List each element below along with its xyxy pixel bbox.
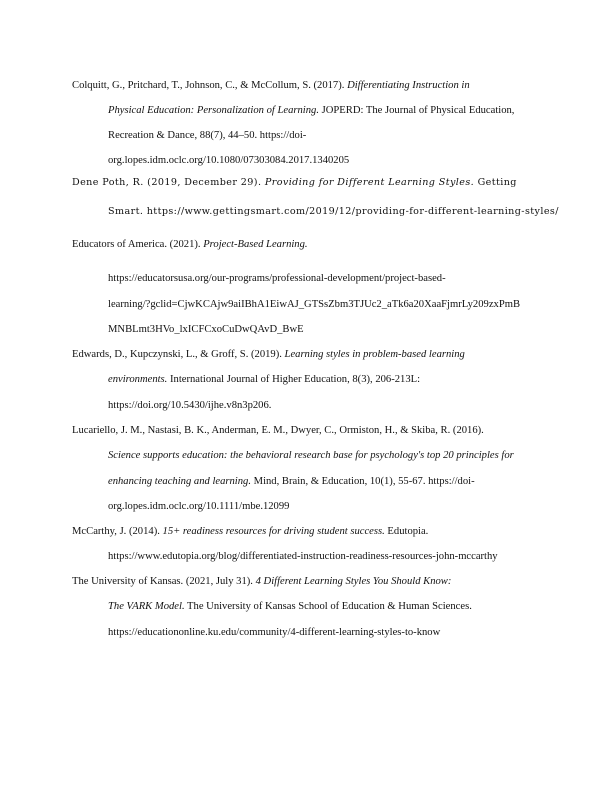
reference-line: org.lopes.idm.oclc.org/10.1080/07303084.2017.1340205 (108, 155, 350, 166)
reference-line: The VARK Model. The University of Kansas School of Education & Human Sciences. (108, 601, 472, 612)
reference-line: org.lopes.idm.oclc.org/10.1111/mbe.12099 (108, 501, 290, 512)
reference-line: https://educatorsusa.org/our-programs/professional-development/project-based- (108, 273, 446, 284)
reference-line: The University of Kansas. (2021, July 31). 4 Different Learning Styles You Should Know: (72, 576, 452, 587)
reference-line: enhancing teaching and learning. Mind, Brain, & Education, 10(1), 55-67. https://doi- (108, 476, 475, 487)
reference-line: https://www.edutopia.org/blog/differentiated-instruction-readiness-resources-john-mccarthy (108, 551, 498, 562)
reference-line: Recreation & Dance, 88(7), 44–50. https://doi- (108, 130, 307, 141)
reference-line: https://educationonline.ku.edu/community/4-different-learning-styles-to-know (108, 627, 441, 638)
reference-line: Educators of America. (2021). Project-Based Learning. (72, 239, 308, 250)
reference-line: Physical Education: Personalization of Learning. JOPERD: The Journal of Physical Education, (108, 105, 515, 116)
reference-line: MNBLmt3HVo_lxICFCxoCuDwQAvD_BwE (108, 324, 304, 335)
reference-line: learning/?gclid=CjwKCAjw9aiIBhA1EiwAJ_GTSsZbm3TJUc2_aTk6a20XaaFjmrLy209zxPmB (108, 299, 521, 310)
reference-line: Colquitt, G., Pritchard, T., Johnson, C., & McCollum, S. (2017). Differentiating Instruction in (72, 80, 470, 91)
reference-line: Edwards, D., Kupczynski, L., & Groff, S. (2019). Learning styles in problem-based learning (72, 349, 465, 360)
reference-line: environments. International Journal of Higher Education, 8(3), 206-213L: (108, 374, 421, 385)
reference-line: Science supports education: the behavioral research base for psychology's top 20 principles for (108, 450, 514, 461)
reference-line: Smart. https://www.gettingsmart.com/2019/12/providing-for-different-learning-styles/ (108, 206, 559, 217)
reference-line: Dene Poth, R. (2019, December 29). Providing for Different Learning Styles. Getting (72, 177, 517, 188)
reference-line: https://doi.org/10.5430/ijhe.v8n3p206. (108, 400, 272, 411)
reference-line: Lucariello, J. M., Nastasi, B. K., Anderman, E. M., Dwyer, C., Ormiston, H., & Skiba, R. (2016). (72, 425, 484, 436)
reference-line: McCarthy, J. (2014). 15+ readiness resources for driving student success. Edutopia. (72, 526, 429, 537)
